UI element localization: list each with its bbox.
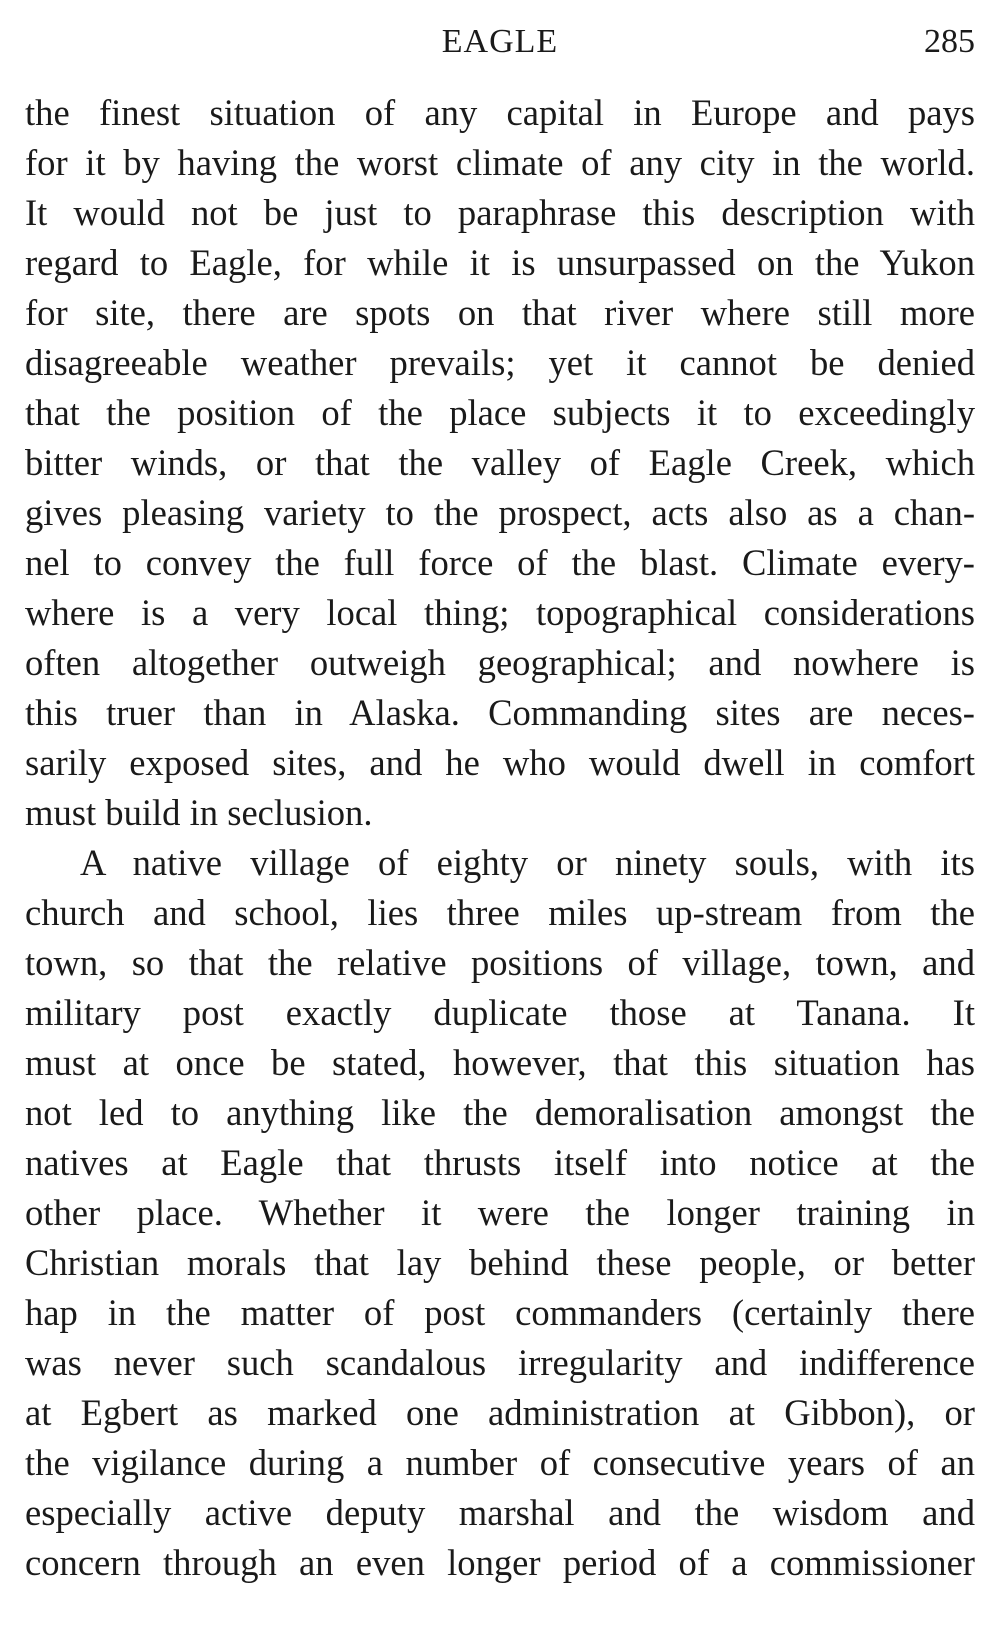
text-line: Christian morals that lay behind these people, or better <box>25 1242 975 1283</box>
page-header <box>25 18 975 66</box>
text-line: gives pleasing variety to the prospect, acts also as a chan- <box>25 492 975 533</box>
text-line: town, so that the relative positions of village, town, and <box>25 942 975 983</box>
text-line: especially active deputy marshal and the wisdom and <box>25 1492 975 1533</box>
text-line: hap in the matter of post commanders (certainly there <box>25 1292 975 1333</box>
text-line: other place. Whether it were the longer training in <box>25 1192 975 1233</box>
text-line: military post exactly duplicate those at Tanana. It <box>25 992 975 1033</box>
text-line: this truer than in Alaska. Commanding sites are neces- <box>25 692 975 733</box>
text-line: where is a very local thing; topographical considerations <box>25 592 975 633</box>
text-line: for it by having the worst climate of any city in the world. <box>25 142 975 183</box>
text-line: sarily exposed sites, and he who would dwell in comfort <box>25 742 975 783</box>
text-line: that the position of the place subjects it to exceedingly <box>25 392 975 433</box>
text-line: the vigilance during a number of consecutive years of an <box>25 1442 975 1483</box>
text-line: the finest situation of any capital in Europe and pays <box>25 92 975 133</box>
text-line: regard to Eagle, for while it is unsurpassed on the Yukon <box>25 242 975 283</box>
text-line: nel to convey the full force of the blast. Climate every- <box>25 542 975 583</box>
body-text <box>25 88 975 1588</box>
text-line: must at once be stated, however, that this situation has <box>25 1042 975 1083</box>
text-line: A native village of eighty or ninety souls, with its <box>80 842 975 883</box>
text-line: bitter winds, or that the valley of Eagle Creek, which <box>25 442 975 483</box>
running-head: EAGLE <box>441 23 559 60</box>
text-line: disagreeable weather prevails; yet it cannot be denied <box>25 342 975 383</box>
text-line: at Egbert as marked one administration at Gibbon), or <box>25 1392 975 1433</box>
paragraph-1 <box>25 88 975 838</box>
text-line: concern through an even longer period of a commissioner <box>25 1542 975 1583</box>
paragraph-2 <box>25 838 975 1588</box>
page-number: 285 <box>924 23 975 60</box>
text-line: must build in seclusion. <box>25 792 373 833</box>
text-line: often altogether outweigh geographical; and nowhere is <box>25 642 975 683</box>
text-line: church and school, lies three miles up-stream from the <box>25 892 975 933</box>
text-line: It would not be just to paraphrase this description with <box>25 192 975 233</box>
text-line: for site, there are spots on that river where still more <box>25 292 975 333</box>
text-line: was never such scandalous irregularity and indifference <box>25 1342 975 1383</box>
text-line: not led to anything like the demoralisation amongst the <box>25 1092 975 1133</box>
text-line: natives at Eagle that thrusts itself into notice at the <box>25 1142 975 1183</box>
